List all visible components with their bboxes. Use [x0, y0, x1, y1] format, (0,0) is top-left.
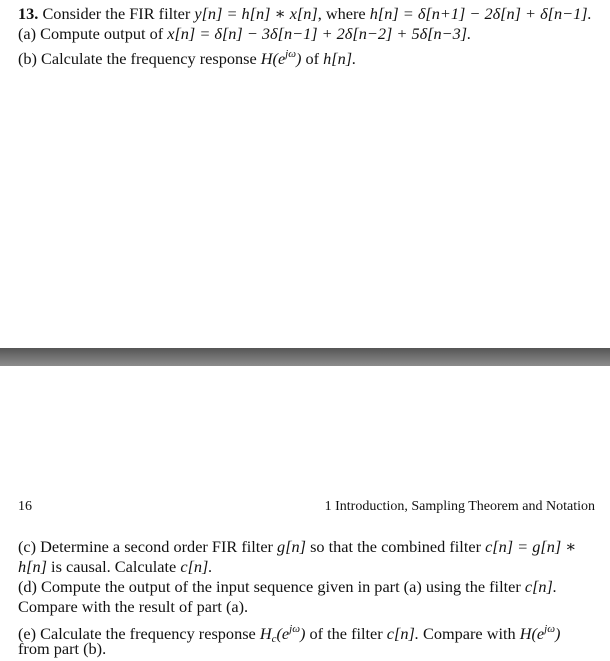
- impulse-response-equation: h[n] = δ[n+1] − 2δ[n] + δ[n−1].: [369, 4, 592, 23]
- hc-letter: H: [259, 624, 272, 643]
- combined-filter-equation: c[n] = g[n] ∗: [485, 537, 577, 556]
- h-close-paren: ): [554, 624, 561, 643]
- problem-intro-text: Consider the FIR filter: [42, 4, 195, 23]
- hn-symbol: h[n].: [323, 49, 357, 68]
- part-c-line-2: [18, 557, 595, 578]
- j-omega-superscript: jω: [285, 48, 296, 60]
- problem-page-bottom: [0, 366, 610, 661]
- j-omega-superscript-e: jω: [289, 623, 300, 635]
- part-e-text: (e) Calculate the frequency response: [18, 624, 260, 643]
- of-filter-text: of the filter: [305, 624, 387, 643]
- part-d-line-1: [18, 577, 595, 598]
- part-c-mid-text: so that the combined filter: [306, 537, 486, 556]
- page-separator: [0, 348, 610, 366]
- convolution-equation: y[n] = h[n] ∗ x[n]: [194, 4, 318, 23]
- frequency-response-symbol: [261, 49, 302, 68]
- part-a-text: (a) Compute output of: [18, 24, 168, 43]
- part-c-line-1: [18, 537, 595, 558]
- page-number: 16: [18, 499, 32, 514]
- cn-symbol-e: c[n].: [386, 624, 419, 643]
- problem-number: 13.: [18, 4, 39, 23]
- hc-open-paren: (e: [276, 624, 290, 643]
- part-b-line: [18, 44, 356, 69]
- h-letter: H(e: [519, 624, 545, 643]
- cn-symbol-d: c[n].: [524, 577, 557, 596]
- cn-symbol: c[n].: [180, 557, 213, 576]
- where-text: , where: [317, 4, 370, 23]
- part-e-line-2: [18, 639, 595, 660]
- part-c-text: (c) Determine a second order FIR filter: [18, 537, 278, 556]
- part-d-text: (d) Compute the output of the input sequence given in part (a) using the filter: [18, 577, 525, 596]
- hn-symbol-c: h[n]: [18, 557, 47, 576]
- c-subscript: c: [271, 633, 277, 645]
- of-text: of: [301, 49, 324, 68]
- compare-with-text: Compare with: [418, 624, 520, 643]
- part-c-causal-text: is causal. Calculate: [46, 557, 181, 576]
- running-head: 1 Introduction, Sampling Theorem and Notation: [324, 499, 595, 514]
- part-d-line-2: [18, 597, 595, 618]
- j-omega-superscript-e2: jω: [544, 623, 555, 635]
- part-b-text: (b) Calculate the frequency response: [18, 49, 261, 68]
- hc-close-paren: ): [299, 624, 306, 643]
- problem-statement-line: [18, 4, 592, 24]
- input-sequence-equation: x[n] = δ[n] − 3δ[n−1] + 2δ[n−2] + 5δ[n−3].: [167, 24, 472, 43]
- H-close-paren: ): [296, 49, 302, 68]
- from-part-b-text: from part (b).: [18, 639, 107, 658]
- part-a-line: [18, 24, 471, 44]
- gn-symbol: g[n]: [277, 537, 307, 556]
- part-d-compare-text: Compare with the result of part (a).: [18, 597, 249, 616]
- H-symbol: H(e: [260, 49, 286, 68]
